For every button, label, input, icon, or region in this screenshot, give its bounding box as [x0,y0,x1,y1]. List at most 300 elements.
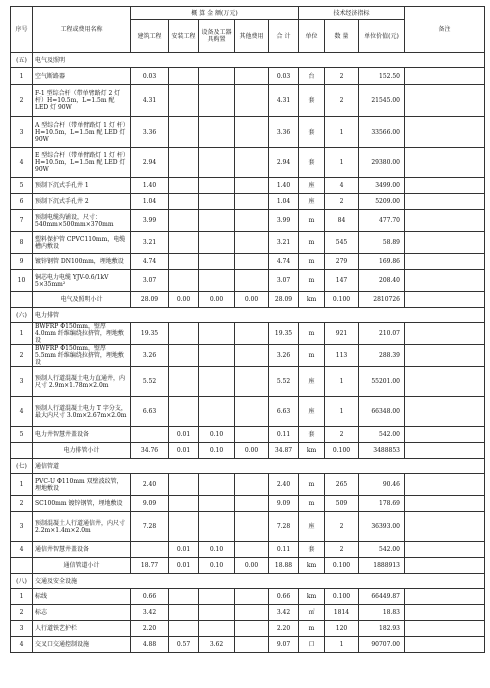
construction-cell [131,427,169,443]
remark-cell [405,178,485,194]
table-row [11,210,485,232]
remark-cell [405,621,485,637]
construction-cell [131,542,169,558]
unit-cell: 台 [299,68,325,85]
seq-cell: 8 [11,232,33,254]
other-cell [235,178,269,194]
remark-cell [405,542,485,558]
qty-cell: 147 [325,270,359,292]
total-cell: 28.09 [269,292,299,308]
construction-cell: 3.42 [131,605,169,621]
total-cell: 19.35 [269,323,299,345]
table-row [11,117,485,148]
table-row [11,68,485,85]
total-cell: 0.03 [269,68,299,85]
other-cell [235,148,269,178]
equipment-cell: 3.62 [199,637,235,653]
table-row [11,542,485,558]
construction-cell: 0.03 [131,68,169,85]
other-cell [235,427,269,443]
name-cell: 通信管道小计 [33,558,131,574]
remark-cell [405,512,485,542]
construction-cell: 2.94 [131,148,169,178]
table-row [11,512,485,542]
name-cell: 预制下沉式手孔井 1 [33,178,131,194]
install-cell: 0.01 [169,558,199,574]
install-cell [169,85,199,117]
total-cell: 2.94 [269,148,299,178]
name-cell: 预制混凝土人行道通信井，内尺寸 2.2m×1.4m×2.0m [33,512,131,542]
unit-cell: m [299,474,325,496]
unit-price-cell: 5209.00 [359,194,405,210]
table-row [11,148,485,178]
remark-cell [405,85,485,117]
total-cell: 4.74 [269,254,299,270]
construction-cell: 4.31 [131,85,169,117]
section-row [11,574,485,589]
other-cell [235,397,269,427]
unit-price-cell: 58.89 [359,232,405,254]
remark-cell [405,637,485,653]
other-cell [235,496,269,512]
other-cell [235,621,269,637]
name-cell: A 型综合杆（带单臂路灯 1 灯 杆）H=10.5m，L=1.5m 配 LED 灯 90W [33,117,131,148]
construction-cell: 9.09 [131,496,169,512]
total-cell: 3.21 [269,232,299,254]
estimate-table [10,6,485,653]
estimate-table-body [11,53,485,653]
unit-cell: m [299,621,325,637]
install-cell [169,474,199,496]
qty-cell: 1 [325,148,359,178]
construction-cell: 7.28 [131,512,169,542]
seq-cell: 4 [11,542,33,558]
construction-cell: 5.52 [131,367,169,397]
unit-cell: ㎡ [299,605,325,621]
construction-cell: 1.04 [131,194,169,210]
remark-cell [405,474,485,496]
qty-cell: 921 [325,323,359,345]
name-cell: 人行道铁艺护栏 [33,621,131,637]
header-construction: 建筑工程 [131,20,169,53]
remark-cell [405,68,485,85]
section-row [11,459,485,474]
section-title: 电力排管 [33,308,485,323]
construction-cell: 1.40 [131,178,169,194]
equipment-cell [199,496,235,512]
other-cell [235,270,269,292]
equipment-cell [199,605,235,621]
estimate-table-sheet [10,6,485,653]
construction-cell: 3.07 [131,270,169,292]
unit-cell: m [299,323,325,345]
equipment-cell: 0.10 [199,558,235,574]
equipment-cell: 0.10 [199,427,235,443]
equipment-cell: 0.10 [199,443,235,459]
subtotal-row [11,292,485,308]
unit-cell: m [299,232,325,254]
table-row [11,85,485,117]
install-cell [169,270,199,292]
unit-cell: 套 [299,542,325,558]
construction-cell: 18.77 [131,558,169,574]
other-cell [235,345,269,367]
name-cell: BWFRP Φ150mm，壁厚 5.5mm 纤维编绕拉挤管，埋地敷设 [33,345,131,367]
unit-price-cell: 2810726 [359,292,405,308]
other-cell [235,232,269,254]
install-cell [169,210,199,232]
install-cell [169,345,199,367]
other-cell [235,474,269,496]
construction-cell: 4.74 [131,254,169,270]
equipment-cell [199,474,235,496]
subtotal-row [11,558,485,574]
qty-cell: 0.100 [325,292,359,308]
header-estimate-group: 概 算 金 额(万元) [131,7,299,20]
total-cell: 18.88 [269,558,299,574]
unit-cell: m [299,496,325,512]
name-cell: 预制下沉式手孔井 2 [33,194,131,210]
name-cell: SC100mm 镀锌钢管，埋地敷设 [33,496,131,512]
header-install: 安装工程 [169,20,199,53]
unit-cell: km [299,443,325,459]
header-name: 工程或费用名称 [33,7,131,53]
install-cell [169,68,199,85]
equipment-cell [199,85,235,117]
header-unit-price: 单位价值(元) [359,20,405,53]
name-cell: BWFRP Φ150mm，壁厚 4.0mm 纤维编绕拉挤管，埋地敷设 [33,323,131,345]
equipment-cell [199,621,235,637]
total-cell: 9.07 [269,637,299,653]
install-cell [169,397,199,427]
remark-cell [405,605,485,621]
name-cell: 交叉口交通控制设施 [33,637,131,653]
remark-cell [405,117,485,148]
seq-cell: 3 [11,621,33,637]
unit-cell: km [299,292,325,308]
qty-cell: 2 [325,194,359,210]
seq-cell: 1 [11,474,33,496]
construction-cell: 6.63 [131,397,169,427]
name-cell: 预制人行道混凝土电力 T 字分支，最大内尺寸 3.0m×2.67m×2.0m [33,397,131,427]
remark-cell [405,323,485,345]
qty-cell: 0.100 [325,443,359,459]
name-cell: 电气及照明小计 [33,292,131,308]
total-cell: 3.07 [269,270,299,292]
table-row [11,621,485,637]
total-cell: 0.11 [269,542,299,558]
other-cell [235,68,269,85]
total-cell: 2.40 [269,474,299,496]
total-cell: 3.36 [269,117,299,148]
install-cell [169,194,199,210]
other-cell [235,323,269,345]
seq-cell: 10 [11,270,33,292]
unit-cell: m [299,254,325,270]
equipment-cell [199,194,235,210]
construction-cell: 3.26 [131,345,169,367]
unit-cell: m [299,345,325,367]
unit-cell: 套 [299,427,325,443]
other-cell [235,512,269,542]
other-cell [235,589,269,605]
qty-cell: 2 [325,427,359,443]
unit-cell: 套 [299,85,325,117]
remark-cell [405,496,485,512]
construction-cell: 3.36 [131,117,169,148]
subtotal-row [11,443,485,459]
qty-cell: 1814 [325,605,359,621]
name-cell: E 型综合杆（带单臂路灯 1 灯 杆）H=10.5m，L=1.5m 配 LED 灯 90W [33,148,131,178]
table-row [11,427,485,443]
equipment-cell [199,345,235,367]
construction-cell: 0.66 [131,589,169,605]
construction-cell: 28.09 [131,292,169,308]
table-row [11,397,485,427]
qty-cell: 0.100 [325,589,359,605]
unit-price-cell: 1888913 [359,558,405,574]
other-cell [235,117,269,148]
other-cell: 0.00 [235,558,269,574]
unit-price-cell: 66348.00 [359,397,405,427]
install-cell [169,367,199,397]
qty-cell: 1 [325,397,359,427]
unit-cell: 座 [299,397,325,427]
unit-cell: m [299,210,325,232]
install-cell [169,605,199,621]
seq-cell: 9 [11,254,33,270]
seq-cell: 2 [11,345,33,367]
install-cell [169,621,199,637]
install-cell: 0.01 [169,443,199,459]
other-cell [235,194,269,210]
total-cell: 1.40 [269,178,299,194]
construction-cell: 2.40 [131,474,169,496]
seq-cell: 5 [11,178,33,194]
install-cell [169,148,199,178]
seq-cell: (七) [11,459,33,474]
remark-cell [405,427,485,443]
seq-cell: 2 [11,496,33,512]
section-title: 电气及照明 [33,53,485,68]
header-seq: 序号 [11,7,33,53]
equipment-cell: 0.10 [199,542,235,558]
qty-cell: 2 [325,85,359,117]
table-row [11,589,485,605]
seq-cell: 1 [11,68,33,85]
remark-cell [405,232,485,254]
seq-cell: 1 [11,589,33,605]
equipment-cell [199,367,235,397]
equipment-cell: 0.00 [199,292,235,308]
construction-cell: 3.21 [131,232,169,254]
name-cell: 通信井智慧井盖设备 [33,542,131,558]
name-cell: 预制人行道混凝土电力直通井，内尺寸 2.9m×1.78m×2.0m [33,367,131,397]
qty-cell: 1 [325,367,359,397]
remark-cell [405,148,485,178]
seq-cell: 7 [11,210,33,232]
unit-price-cell: 33566.00 [359,117,405,148]
other-cell [235,210,269,232]
unit-price-cell: 90707.00 [359,637,405,653]
install-cell [169,496,199,512]
equipment-cell [199,117,235,148]
seq-cell: 4 [11,637,33,653]
total-cell: 6.63 [269,397,299,427]
unit-cell: 套 [299,148,325,178]
seq-cell: 3 [11,117,33,148]
unit-price-cell: 169.86 [359,254,405,270]
seq-cell: (五) [11,53,33,68]
install-cell [169,178,199,194]
name-cell: 预制电缆沟铺设，尺寸：540mm×500mm×370mm [33,210,131,232]
table-row [11,232,485,254]
remark-cell [405,270,485,292]
seq-cell: (六) [11,308,33,323]
header-total: 合 计 [269,20,299,53]
other-cell [235,542,269,558]
construction-cell: 4.88 [131,637,169,653]
name-cell: 电力排管小计 [33,443,131,459]
construction-cell: 2.20 [131,621,169,637]
table-row [11,254,485,270]
total-cell: 2.20 [269,621,299,637]
equipment-cell [199,178,235,194]
seq-cell: (八) [11,574,33,589]
qty-cell: 2 [325,512,359,542]
name-cell: 电力井智慧井盖设备 [33,427,131,443]
seq-cell: 4 [11,148,33,178]
seq-cell [11,558,33,574]
table-row [11,367,485,397]
install-cell: 0.01 [169,427,199,443]
unit-price-cell: 3488853 [359,443,405,459]
seq-cell: 3 [11,512,33,542]
total-cell: 0.66 [269,589,299,605]
equipment-cell [199,512,235,542]
total-cell: 3.26 [269,345,299,367]
unit-cell: 座 [299,367,325,397]
qty-cell: 113 [325,345,359,367]
unit-price-cell: 36393.00 [359,512,405,542]
header-remark: 备注 [405,7,485,53]
table-row [11,323,485,345]
total-cell: 1.04 [269,194,299,210]
total-cell: 34.87 [269,443,299,459]
remark-cell [405,345,485,367]
other-cell [235,367,269,397]
other-cell [235,637,269,653]
unit-price-cell: 182.93 [359,621,405,637]
other-cell [235,605,269,621]
other-cell [235,254,269,270]
install-cell [169,254,199,270]
equipment-cell [199,210,235,232]
install-cell [169,589,199,605]
unit-price-cell: 55201.00 [359,367,405,397]
unit-price-cell: 3499.00 [359,178,405,194]
table-row [11,496,485,512]
total-cell: 5.52 [269,367,299,397]
qty-cell: 4 [325,178,359,194]
total-cell: 9.09 [269,496,299,512]
qty-cell: 84 [325,210,359,232]
construction-cell: 19.35 [131,323,169,345]
header-tech-group: 技术经济指标 [299,7,405,20]
seq-cell: 3 [11,367,33,397]
unit-price-cell: 477.70 [359,210,405,232]
unit-price-cell: 208.40 [359,270,405,292]
unit-cell: 座 [299,178,325,194]
qty-cell: 120 [325,621,359,637]
qty-cell: 1 [325,117,359,148]
install-cell [169,512,199,542]
qty-cell: 0.100 [325,558,359,574]
table-row [11,270,485,292]
remark-cell [405,254,485,270]
remark-cell [405,194,485,210]
table-row [11,474,485,496]
unit-cell: 口 [299,637,325,653]
table-row [11,605,485,621]
total-cell: 4.31 [269,85,299,117]
install-cell [169,232,199,254]
table-row [11,194,485,210]
total-cell: 0.11 [269,427,299,443]
header-qty: 数 量 [325,20,359,53]
section-row [11,308,485,323]
equipment-cell [199,397,235,427]
qty-cell: 279 [325,254,359,270]
header-unit: 单位 [299,20,325,53]
name-cell: 镀锌钢管 DN100mm，埋地敷设 [33,254,131,270]
install-cell [169,323,199,345]
seq-cell: 2 [11,605,33,621]
name-cell: 铜芯电力电缆 YJV-0.6/1kV 5×35mm² [33,270,131,292]
install-cell: 0.01 [169,542,199,558]
qty-cell: 265 [325,474,359,496]
unit-cell: km [299,558,325,574]
table-row [11,345,485,367]
remark-cell [405,443,485,459]
unit-cell: 座 [299,512,325,542]
unit-price-cell: 66449.87 [359,589,405,605]
equipment-cell [199,68,235,85]
unit-price-cell: 542.00 [359,427,405,443]
other-cell: 0.00 [235,443,269,459]
remark-cell [405,589,485,605]
name-cell: 空气断路器 [33,68,131,85]
unit-price-cell: 21545.00 [359,85,405,117]
unit-price-cell: 542.00 [359,542,405,558]
equipment-cell [199,232,235,254]
seq-cell [11,292,33,308]
seq-cell: 4 [11,397,33,427]
name-cell: F-1 型综合杆（带单臂路灯 2 灯 杆）H=10.5m，L=1.5m 配 LED 灯 90W [33,85,131,117]
name-cell: 塑料保护管 CPVC110mm，电缆槽内敷设 [33,232,131,254]
equipment-cell [199,148,235,178]
remark-cell [405,397,485,427]
remark-cell [405,292,485,308]
header-other: 其他费用 [235,20,269,53]
unit-price-cell: 288.39 [359,345,405,367]
unit-price-cell: 18.83 [359,605,405,621]
total-cell: 3.99 [269,210,299,232]
equipment-cell [199,589,235,605]
other-cell: 0.00 [235,292,269,308]
table-row [11,637,485,653]
total-cell: 3.42 [269,605,299,621]
